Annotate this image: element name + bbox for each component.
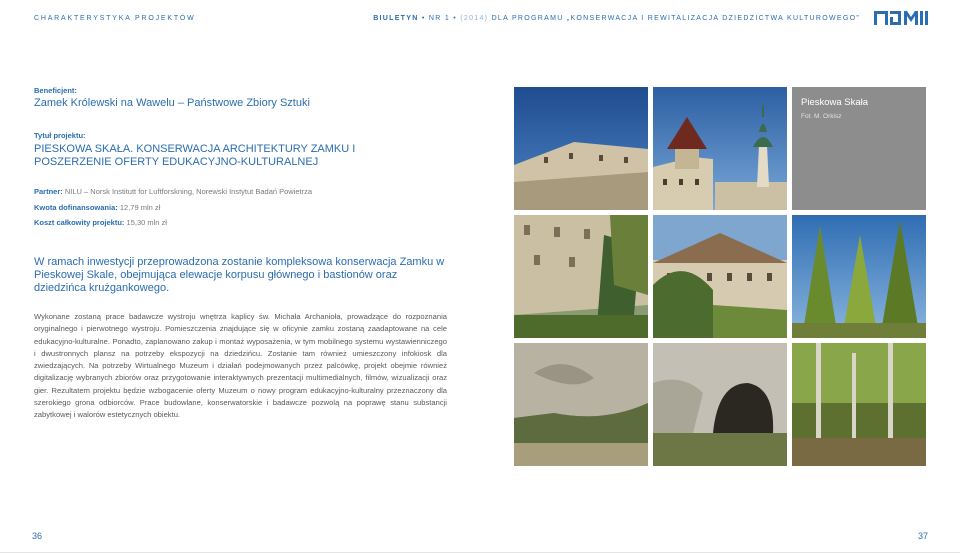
photo-castle-walls-sky	[514, 87, 648, 210]
photo-bastion-tree	[514, 215, 648, 338]
issue-year: (2014)	[460, 15, 489, 22]
photo-caption-title: Pieskowa Skała	[801, 97, 869, 108]
total-cost-value: 15,30 mln zł	[126, 218, 167, 227]
photo-caption-box	[792, 87, 926, 210]
photo-credit: Fot. M. Orkisz	[801, 113, 842, 120]
page-number-left: 36	[32, 531, 43, 541]
photo-birch-trees	[792, 343, 926, 466]
photo-larch-trees	[792, 215, 926, 338]
project-title: PIESKOWA SKAŁA. KONSERWACJA ARCHITEKTURY ZAMKU I POSZERZENIE OFERTY EDUKACYJNO-KULTURALNEJ	[34, 143, 356, 168]
running-header-section: CHARAKTERYSTYKA PROJEKTÓW	[34, 15, 196, 22]
photo-castle-tower	[653, 87, 787, 210]
beneficiary-name: Zamek Królewski na Wawelu – Państwowe Zbiory Sztuki	[34, 97, 310, 109]
program-logo-icon	[874, 10, 928, 26]
project-title-label: Tytuł projektu:	[34, 131, 86, 140]
partner-row	[34, 187, 312, 196]
photo-limestone-rocks	[514, 343, 648, 466]
total-cost-row	[34, 218, 167, 227]
bulletin-label: BIULETYN	[373, 15, 419, 22]
partner-label: Partner:	[34, 187, 63, 196]
photo-castle-courtyard	[653, 215, 787, 338]
funding-value: 12,79 mln zł	[119, 203, 161, 212]
program-name: DLA PROGRAMU „KONSERWACJA I REWITALIZACJA DZIEDZICTWA KULTUROWEGO”	[491, 15, 860, 22]
photo-cave-entrance	[653, 343, 787, 466]
running-header-bulletin	[373, 15, 860, 22]
funding-row	[34, 203, 160, 212]
lead-paragraph: W ramach inwestycji przeprowadzona zostanie kompleksowa konserwacja Zamku w Pieskowej Skale, obejmująca elewacje korpusu głównego i bastionów oraz dziedzińca krużgankowego.	[34, 256, 445, 294]
body-paragraph: Wykonane zostaną prace badawcze wystroju wnętrza kaplicy św. Michała Archanioła, prowadzące do rozpoznania oryginalnego i pierwotnego wystroju. Pomieszczenia znajdujące się w oficynie zamku zostaną zaadaptowane na cele edukacyjno-kulturalne. Ponadto, zaplanowano zakup i montaż wyposażenia, w tym mobilnego systemu wystawienniczego i dwustronnych plansz na potrzeby ekspozycji na dziedzińcu. Zostanie tam również umieszczony infokiosk dla zwiedzających. Na potrzeby Wirtualnego Muzeum i działań podejmowanych przez palcówkę, projekt obejmie również digitalizację wybranych zbiorów oraz przygotowanie interaktywnych prezentacji multimedialnych, filmów, wizualizacji oraz gier. Rezultatem projektu będzie wzbogacenie oferty Muzeum o nowy program edukacyjno-kulturalny przeznaczony dla szerokiego grona odbiorców. Prace budowlane, konserwatorskie i badawcze pozwolą na poprawę stanu substancji zabytkowej i walorów estetycznych obiektu.	[34, 312, 447, 420]
funding-label: Kwota dofinansowania:	[34, 203, 118, 212]
total-cost-label: Koszt całkowity projektu:	[34, 218, 125, 227]
separator-dot: •	[421, 15, 426, 22]
issue-number: NR 1	[428, 15, 451, 22]
partner-value: NILU – Norsk Institutt for Luftforskning, Norewski Instytut Badań Powietrza	[64, 187, 313, 196]
page-number-right: 37	[917, 531, 928, 541]
beneficiary-label: Beneficjent:	[34, 86, 77, 95]
separator-dot: •	[453, 15, 458, 22]
